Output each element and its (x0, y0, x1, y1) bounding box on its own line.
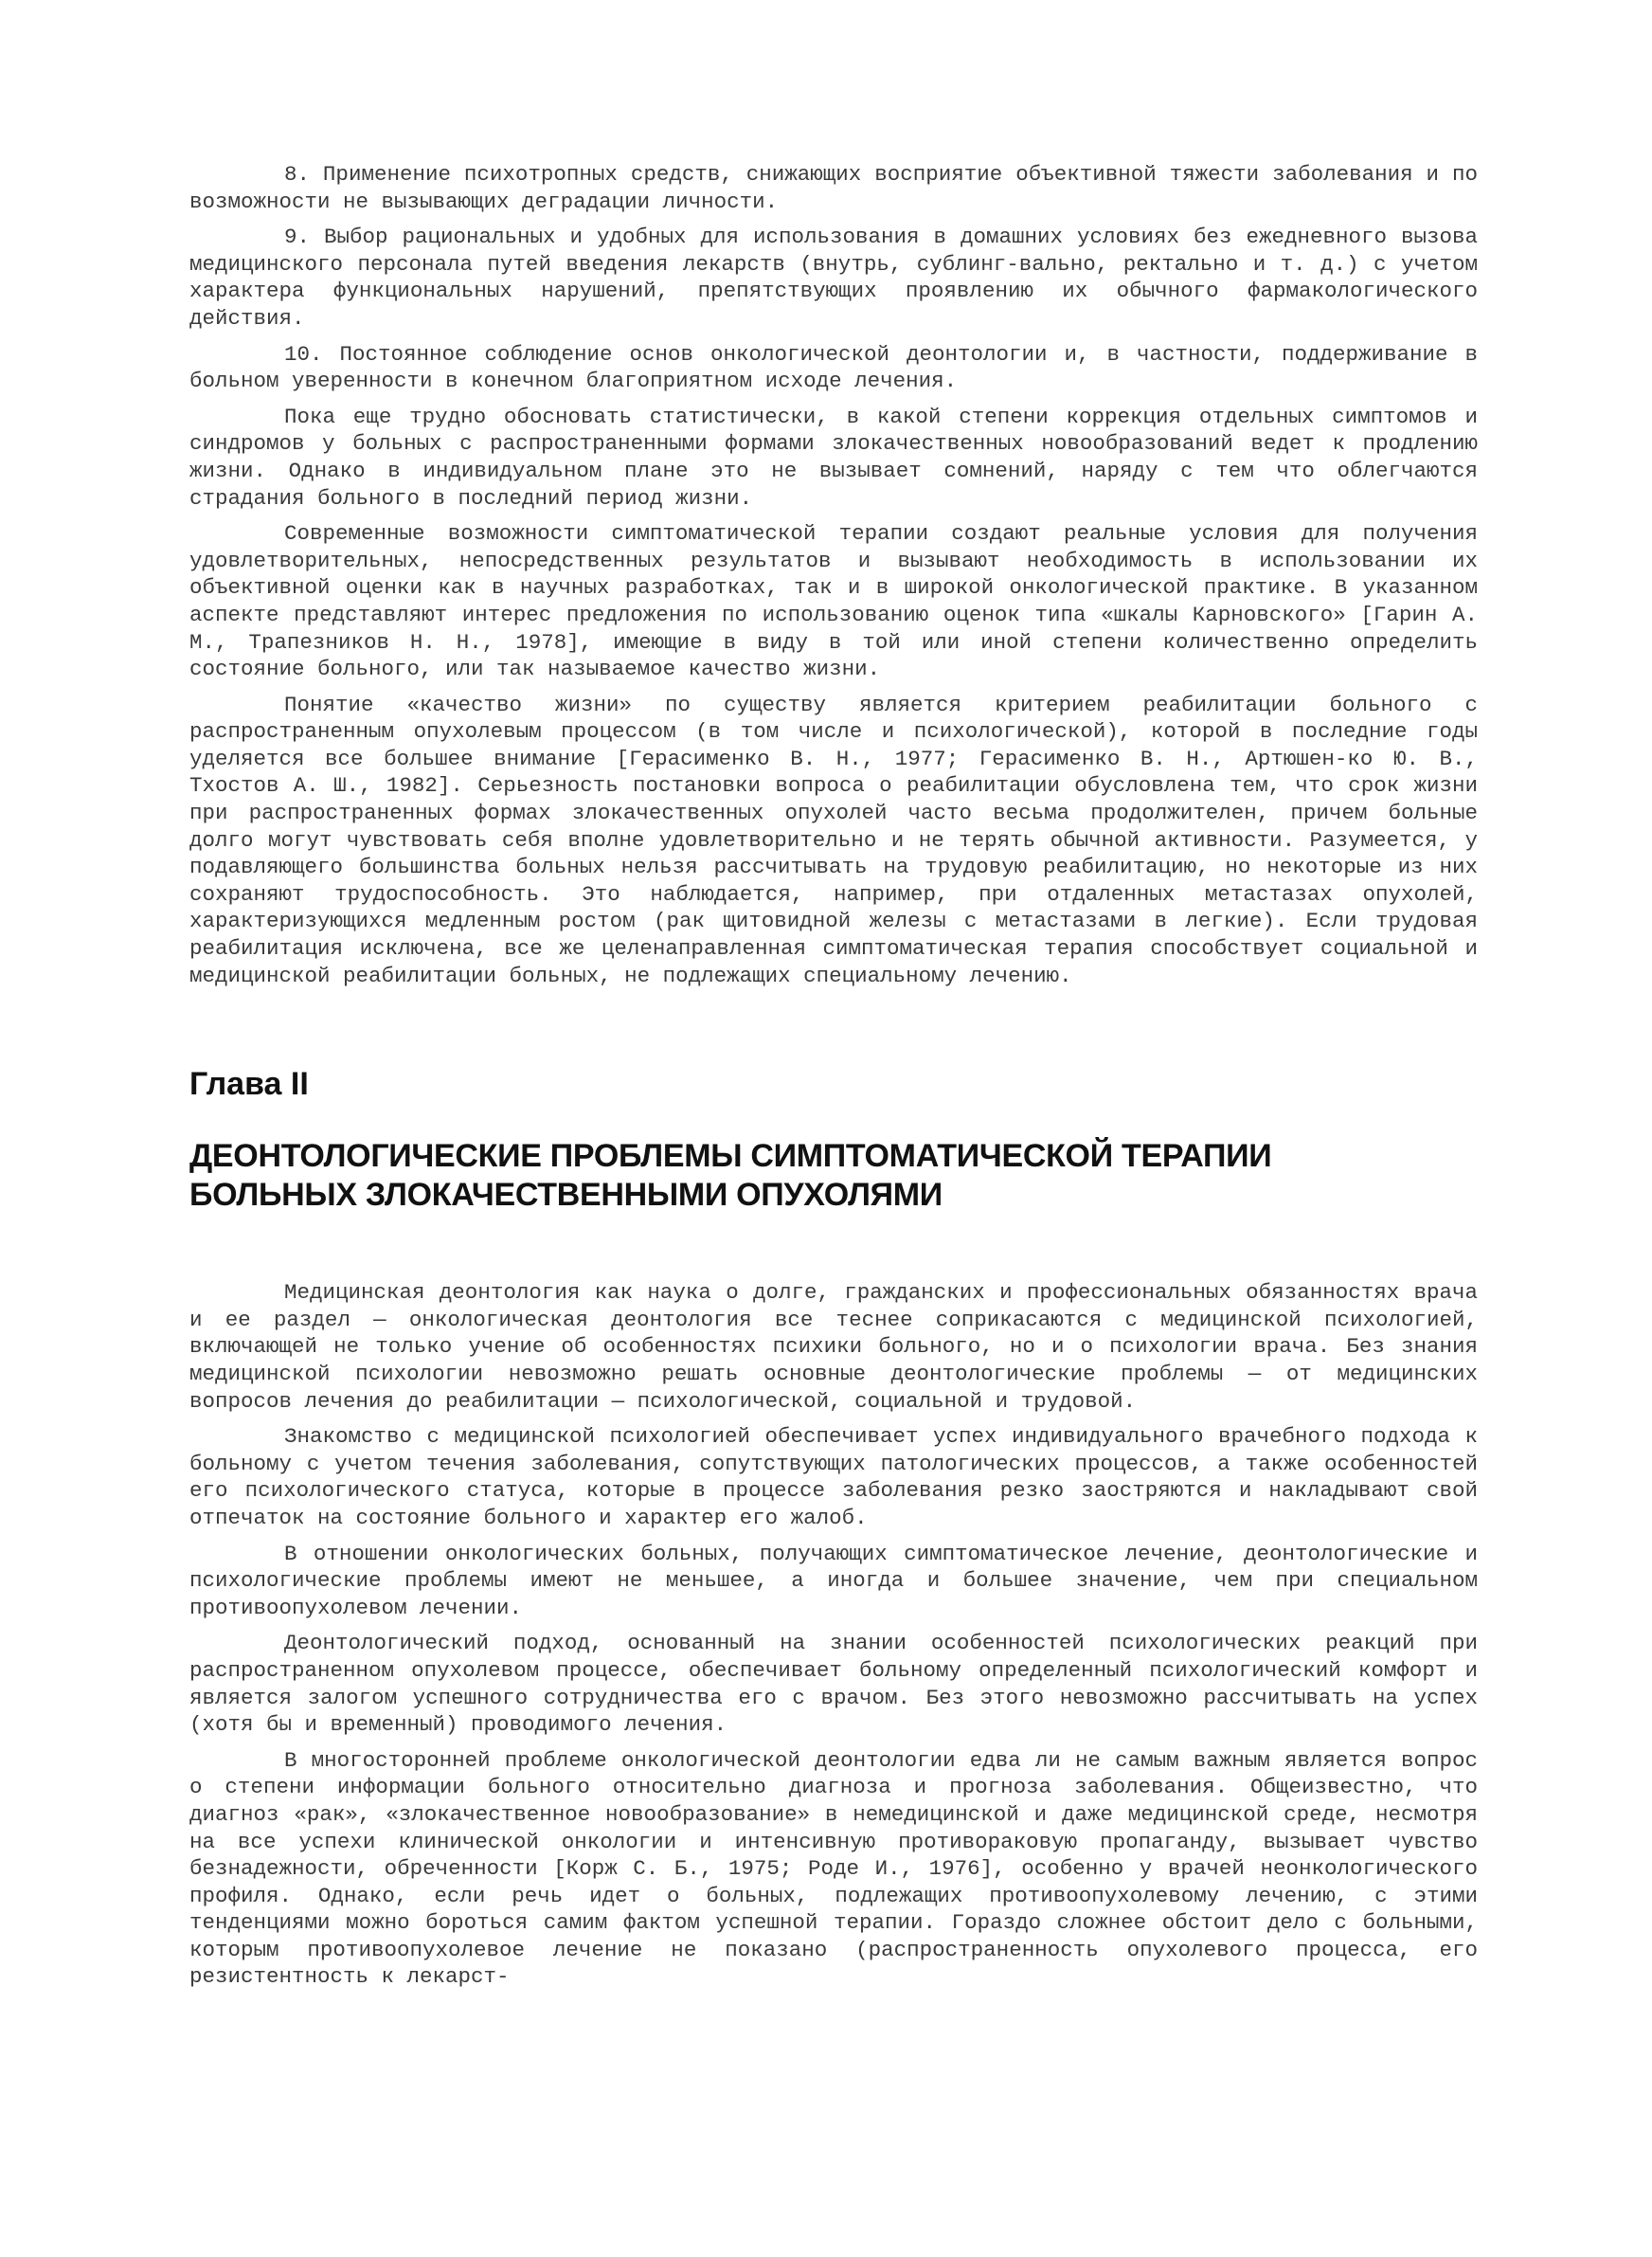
document-page (189, 161, 1478, 1999)
chapter-title-line-2: БОЛЬНЫХ ЗЛОКАЧЕСТВЕННЫМИ ОПУХОЛЯМИ (189, 1177, 943, 1214)
paragraph-medical-psychology: Знакомство с медицинской психологией обеспечивает успех индивидуального врачебного подхода к больному с учетом течения заболевания, сопутствующих патологических процессов, а также особенностей его психологического статуса, которые в процессе заболевания резко заостряются и накладывают свой отпечаток на состояние больного и характер его жалоб. (189, 1424, 1478, 1530)
paragraph-quality-of-life: Понятие «качество жизни» по существу является критерием реабилитации больного с распространенным опухолевым процессом (в том числе и психологической), которой в последние годы уделяется все большее внимание [Герасименко В. Н., 1977; Герасименко В. Н., Артюшен-ко Ю. В., Тхостов А. Ш., 1982]. Серьезность постановки вопроса о реабилитации обусловлена тем, что срок жизни при распространенных формах злокачественных опухолей часто весьма продолжителен, причем больные долго могут чувствовать себя вполне удовлетворительно и не терять обычной активности. Разумеется, у подавляющего большинства больных нельзя рассчитывать на трудовую реабилитацию, но некоторые из них сохраняют трудоспособность. Это наблюдается, например, при отдаленных метастазах опухолей, характеризующихся медленным ростом (рак щитовидной железы с метастазами в легкие). Если трудовая реабилитация исключена, все же целенаправленная симптоматическая терапия способствует социальной и медицинской реабилитации больных, не подлежащих специальному лечению. (189, 692, 1478, 988)
paragraph-symptomatic-therapy: Современные возможности симптоматической терапии создают реальные условия для получения удовлетворительных, непосредственных результатов и вызывают необходимость в использовании их объективной оценки как в научных разработках, так и в широкой онкологической практике. В указанном аспекте представляют интерес предложения по использованию оценок типа «шкалы Карновского» [Гарин А. М., Трапезников Н. Н., 1978], имеющие в виду в той или иной степени количественно определить состояние больного, или так называемое качество жизни. (189, 521, 1478, 682)
paragraph-deontological-approach: Деонтологический подход, основанный на знании особенностей психологических реакций при распространенном опухолевом процессе, обеспечивает больному определенный психологический комфорт и является залогом успешного сотрудничества его с врачом. Без этого невозможно рассчитывать на успех (хотя бы и временный) проводимого лечения. (189, 1631, 1478, 1738)
paragraph-item-8: 8. Применение психотропных средств, снижающих восприятие объективной тяжести заболевания и по возможности не вызывающих деградации личности. (189, 162, 1478, 214)
chapter-title (189, 1137, 1478, 1215)
paragraph-statistics: Пока еще трудно обосновать статистически, в какой степени коррекция отдельных симптомов и синдромов у больных с распространенными формами злокачественных новообразований ведет к продлению жизни. Однако в индивидуальном плане это не вызывает сомнений, наряду с тем что облегчаются страдания больного в последний период жизни. (189, 404, 1478, 511)
paragraph-oncology-patients: В отношении онкологических больных, получающих симптоматическое лечение, деонтологические и психологические проблемы имеют не меньшее, а иногда и большее значение, чем при специальном противоопухолевом лечении. (189, 1541, 1478, 1620)
paragraph-medical-deontology: Медицинская деонтология как наука о долге, гражданских и профессиональных обязанностях врача и ее раздел — онкологическая деонтология все теснее соприкасаются с медицинской психологией, включающей не только учение об особенностях психики больного, но и о психологии врача. Без знания медицинской психологии невозможно решать основные деонтологические проблемы — от медицинских вопросов лечения до реабилитации — психологической, социальной и трудовой. (189, 1280, 1478, 1414)
paragraph-diagnosis-information: В многосторонней проблеме онкологической деонтологии едва ли не самым важным является вопрос о степени информации больного относительно диагноза и прогноза заболевания. Общеизвестно, что диагноз «рак», «злокачественное новообразование» в немедицинской и даже медицинской среде, несмотря на все успехи клинической онкологии и интенсивную противораковую пропаганду, вызывает чувство безнадежности, обреченности [Корж С. Б., 1975; Роде И., 1976], особенно у врачей неонкологического профиля. Однако, если речь идет о больных, подлежащих противоопухолевому лечению, с этими тенденциями можно бороться самим фактом успешной терапии. Гораздо сложнее обстоит дело с больными, которым противоопухолевое лечение не показано (распространенность опухолевого процесса, его резистентность к лекарст- (189, 1747, 1478, 1990)
chapter-label: Глава II (189, 1066, 309, 1103)
chapter-title-line-1: ДЕОНТОЛОГИЧЕСКИЕ ПРОБЛЕМЫ СИМПТОМАТИЧЕСКОЙ ТЕРАПИИ (189, 1138, 1272, 1175)
paragraph-item-9: 9. Выбор рациональных и удобных для использования в домашних условиях без ежедневного вызова медицинского персонала путей введения лекарств (внутрь, сублинг-вально, ректально и т. д.) с учетом характера функциональных нарушений, препятствующих проявлению их обычного фармакологического действия. (189, 225, 1478, 331)
paragraph-item-10: 10. Постоянное соблюдение основ онкологической деонтологии и, в частности, поддерживание в больном уверенности в конечном благоприятном исходе лечения. (189, 341, 1478, 394)
